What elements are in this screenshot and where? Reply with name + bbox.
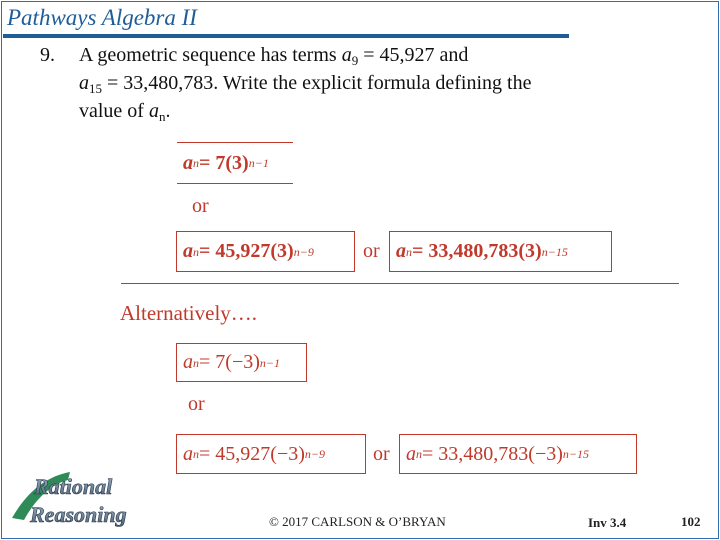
answer-formula-2: a n = 45,927(3) n−9 (176, 231, 355, 272)
answer-formula-1: a n = 7(3) n−1 (177, 142, 293, 184)
footer-copyright: © 2017 CARLSON & O’BRYAN (269, 514, 446, 529)
alternative-formula-2: a n = 45,927(−3) n−9 (176, 434, 366, 474)
logo-line-2: Reasoning (30, 502, 127, 527)
question-line-3: value of $a_n$. (79, 100, 171, 124)
alternative-formula-3: a n = 33,480,783(−3) n−15 (399, 434, 637, 474)
slide-title: Pathways Algebra II (7, 5, 197, 30)
section-divider (121, 283, 679, 284)
question-line-2: $a_{15} = 33,480,783$. Write the explicit formula defining the (79, 72, 532, 96)
slide-header (3, 3, 569, 33)
logo-line-1: Rational (34, 474, 113, 499)
alternative-formula-1: a n = 7(−3) n−1 (176, 343, 307, 382)
or-label: or (188, 393, 205, 415)
alternative-heading: Alternatively…. (120, 301, 258, 325)
footer-page-number: 102 (681, 514, 701, 529)
or-label: or (192, 195, 209, 217)
question-line-1: A geometric sequence has terms $a_9 = 45,927$ and (79, 44, 469, 68)
header-rule (3, 34, 569, 38)
or-label: or (363, 240, 380, 262)
answer-formula-3: a n = 33,480,783(3) n−15 (389, 231, 612, 272)
or-label: or (373, 443, 390, 465)
question-number: 9. (40, 44, 55, 66)
footer-investigation: Inv 3.4 (588, 515, 627, 530)
rational-reasoning-logo (8, 468, 178, 530)
